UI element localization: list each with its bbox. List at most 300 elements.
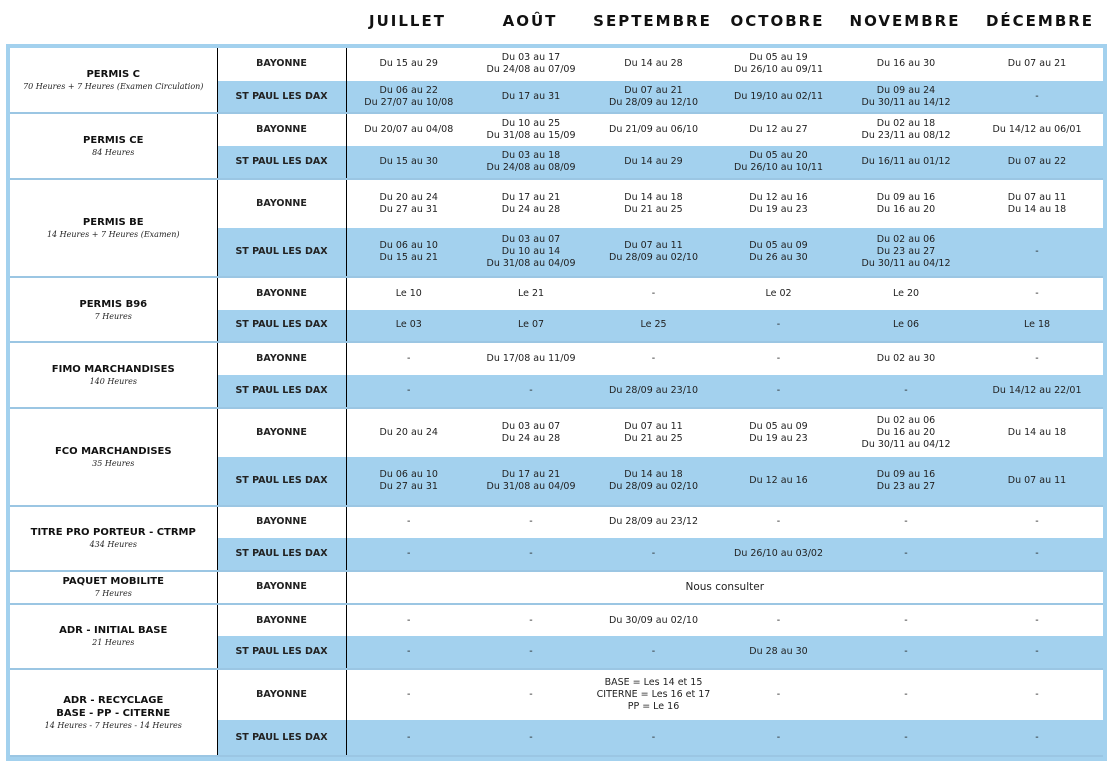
session-date: Du 20 au 24 — [379, 426, 438, 438]
course-title: PERMIS C — [86, 69, 141, 81]
session-cell — [841, 179, 971, 228]
session-date: Du 27 au 31 — [379, 480, 438, 492]
session-cell — [971, 146, 1103, 179]
session-date: - — [529, 516, 533, 528]
session-date: Du 12 au 27 — [749, 124, 808, 136]
course-duration: 84 Heures — [92, 148, 135, 158]
session-cell — [841, 81, 971, 114]
session-cell — [346, 179, 471, 228]
session-cell — [841, 228, 971, 277]
session-date: - — [529, 731, 533, 743]
session-date: Du 02 au 06 — [876, 233, 936, 245]
session-date: Du 26/10 au 03/02 — [734, 548, 823, 560]
session-date: - — [651, 353, 656, 365]
session-cell — [591, 375, 716, 408]
session-date: Du 24 au 28 — [501, 203, 561, 215]
session-date: Du 06 au 22 — [379, 84, 438, 96]
session-date: - — [1035, 548, 1039, 560]
session-cell — [971, 179, 1103, 228]
session-date: Du 14/12 au 22/01 — [992, 384, 1082, 396]
location-cell: BAYONNE — [217, 48, 346, 81]
session-date: Du 07 au 11 — [1007, 191, 1067, 203]
session-cell — [971, 408, 1103, 457]
course-title: PERMIS BE — [82, 216, 144, 228]
session-date: Du 07 au 11 — [624, 239, 683, 251]
table-row — [10, 408, 1103, 457]
session-date: Du 27/07 au 10/08 — [364, 96, 454, 108]
session-date: Le 06 — [892, 319, 920, 331]
session-cell — [346, 604, 471, 637]
session-date: Du 10 au 25 — [501, 118, 561, 130]
session-date: Du 03 au 07 — [501, 420, 561, 432]
session-cell — [716, 669, 841, 720]
session-date: Du 02 au 06 — [876, 414, 936, 426]
session-cell — [346, 81, 471, 114]
table-row — [10, 571, 1103, 604]
session-cell — [716, 228, 841, 277]
session-date: Du 28 au 30 — [749, 646, 808, 658]
session-cell — [591, 669, 716, 720]
session-date: - — [1035, 646, 1039, 658]
session-cell — [841, 506, 971, 539]
session-date: - — [776, 384, 781, 396]
session-cell — [971, 604, 1103, 637]
location-cell: ST PAUL LES DAX — [217, 228, 346, 277]
table-row — [10, 342, 1103, 375]
session-cell — [471, 81, 591, 114]
course-duration: 14 Heures + 7 Heures (Examen) — [46, 229, 180, 239]
session-date: Du 07 au 11 — [1007, 474, 1067, 486]
session-date: Du 10 au 14 — [501, 245, 561, 257]
session-cell — [471, 720, 591, 756]
session-date: Du 19 au 23 — [749, 432, 808, 444]
session-cell — [841, 310, 971, 343]
session-date: - — [904, 384, 908, 396]
session-date: Du 23 au 27 — [876, 480, 936, 492]
session-date: Du 23/11 au 08/12 — [861, 130, 951, 142]
session-date: - — [904, 516, 908, 528]
session-cell — [346, 342, 471, 375]
session-date: Du 06 au 10 — [379, 239, 438, 251]
session-date: Le 18 — [1023, 319, 1051, 331]
session-date: Du 17 au 31 — [501, 90, 561, 102]
session-date: Du 12 au 16 — [749, 191, 808, 203]
session-date: Du 20/07 au 04/08 — [364, 124, 454, 136]
session-cell — [841, 146, 971, 179]
course-title: FCO MARCHANDISES — [54, 445, 172, 457]
session-date: Du 15 au 21 — [379, 251, 438, 263]
session-cell — [471, 342, 591, 375]
session-cell — [971, 342, 1103, 375]
session-date: Le 10 — [395, 287, 422, 299]
session-date: Du 28/09 au 12/10 — [609, 96, 698, 108]
session-cell — [971, 310, 1103, 343]
session-date: - — [904, 731, 908, 743]
session-date: Le 03 — [395, 319, 422, 331]
session-cell — [716, 457, 841, 506]
month-label: AOÛT — [502, 12, 558, 30]
course-duration: 70 Heures + 7 Heures (Examen Circulation) — [23, 82, 204, 92]
session-date: Le 07 — [517, 319, 545, 331]
session-cell — [346, 408, 471, 457]
session-date: - — [651, 731, 656, 743]
session-date: Du 23 au 27 — [876, 245, 936, 257]
location-cell: ST PAUL LES DAX — [217, 310, 346, 343]
session-date: Du 03 au 18 — [501, 149, 561, 161]
location-cell: BAYONNE — [217, 571, 346, 604]
session-cell — [591, 310, 716, 343]
session-cell — [716, 604, 841, 637]
session-cell — [346, 457, 471, 506]
session-date: Du 24/08 au 07/09 — [486, 64, 576, 76]
session-date: Du 17/08 au 11/09 — [486, 353, 576, 365]
session-date: Le 20 — [892, 287, 920, 299]
session-cell — [716, 310, 841, 343]
session-cell — [841, 277, 971, 310]
session-date: Du 20 au 24 — [379, 191, 438, 203]
session-date: Du 12 au 16 — [749, 474, 808, 486]
session-cell — [346, 113, 471, 146]
location-cell: BAYONNE — [217, 669, 346, 720]
session-date: Du 03 au 07 — [501, 233, 561, 245]
session-date: Du 09 au 16 — [876, 468, 936, 480]
session-cell — [716, 179, 841, 228]
session-cell — [716, 277, 841, 310]
session-date: Du 14 au 18 — [1007, 203, 1067, 215]
session-date: Du 05 au 09 — [749, 420, 808, 432]
course-title: PAQUET MOBILITE — [62, 576, 164, 588]
course-duration: 7 Heures — [94, 311, 132, 321]
session-cell — [971, 48, 1103, 81]
session-cell — [841, 538, 971, 571]
session-cell — [716, 113, 841, 146]
course-title: ADR - RECYCLAGE — [63, 695, 164, 707]
session-date: - — [529, 646, 533, 658]
session-cell — [591, 457, 716, 506]
course-title: TITRE PRO PORTEUR - CTRMP — [30, 527, 196, 539]
course-cell — [10, 506, 217, 571]
session-date: PP = Le 16 — [627, 701, 680, 713]
month-label: DÉCEMBRE — [985, 12, 1095, 30]
course-cell — [10, 604, 217, 669]
session-cell — [471, 179, 591, 228]
session-date: - — [1035, 614, 1039, 626]
session-cell — [716, 408, 841, 457]
session-date: Le 02 — [765, 287, 792, 299]
session-cell — [471, 408, 591, 457]
session-cell — [346, 146, 471, 179]
location-cell: BAYONNE — [217, 277, 346, 310]
session-cell — [716, 636, 841, 669]
session-cell — [591, 113, 716, 146]
session-date: Du 14 au 18 — [624, 191, 683, 203]
session-date: Du 26 au 30 — [749, 251, 808, 263]
session-date: - — [407, 353, 411, 365]
session-date: Du 28/09 au 02/10 — [609, 251, 698, 263]
session-date: Du 21/09 au 06/10 — [609, 124, 698, 136]
session-date: - — [651, 646, 656, 658]
session-cell — [971, 457, 1103, 506]
session-cell — [591, 179, 716, 228]
month-label: OCTOBRE — [730, 12, 825, 30]
session-date: Du 02 au 30 — [876, 353, 936, 365]
session-cell — [841, 457, 971, 506]
session-date: Du 28/09 au 23/12 — [609, 516, 698, 528]
session-date: - — [407, 548, 411, 560]
session-date: Du 09 au 24 — [876, 84, 936, 96]
course-cell — [10, 179, 217, 277]
session-date: - — [776, 353, 781, 365]
session-cell — [471, 228, 591, 277]
course-cell — [10, 669, 217, 756]
session-cell — [971, 113, 1103, 146]
session-date: - — [651, 287, 656, 299]
session-date: Du 21 au 25 — [624, 203, 683, 215]
session-cell — [971, 277, 1103, 310]
session-date: Le 21 — [517, 287, 545, 299]
course-duration: 140 Heures — [89, 376, 137, 386]
session-date: Du 30/11 au 04/12 — [861, 257, 951, 269]
table-row — [10, 113, 1103, 146]
session-date: - — [529, 689, 533, 701]
session-cell — [591, 408, 716, 457]
session-cell — [591, 228, 716, 277]
session-cell — [346, 277, 471, 310]
table-row — [10, 506, 1103, 539]
session-cell — [591, 146, 716, 179]
session-date: Du 26/10 au 09/11 — [734, 64, 823, 76]
session-cell — [971, 538, 1103, 571]
session-cell — [971, 506, 1103, 539]
session-date: Du 05 au 20 — [749, 149, 808, 161]
month-label: SEPTEMBRE — [593, 12, 712, 30]
session-date: - — [1035, 516, 1039, 528]
session-date: Du 31/08 au 15/09 — [486, 130, 576, 142]
session-date: Du 17 au 21 — [501, 468, 561, 480]
table-row — [10, 48, 1103, 81]
session-cell — [716, 48, 841, 81]
session-date: Du 16/11 au 01/12 — [861, 155, 951, 167]
month-header — [0, 0, 1112, 44]
session-date: - — [407, 731, 411, 743]
session-date: Du 16 au 20 — [876, 426, 936, 438]
session-cell — [716, 81, 841, 114]
session-cell — [716, 720, 841, 756]
session-date: - — [1035, 353, 1039, 365]
course-title: FIMO MARCHANDISES — [51, 363, 175, 375]
session-cell — [716, 506, 841, 539]
session-date: Du 05 au 19 — [749, 52, 808, 64]
session-cell — [346, 506, 471, 539]
session-date: - — [1035, 731, 1039, 743]
session-cell — [471, 310, 591, 343]
session-cell — [346, 636, 471, 669]
session-cell — [971, 81, 1103, 114]
session-cell — [471, 375, 591, 408]
session-cell: Nous consulter — [346, 571, 1103, 604]
session-date: Du 30/11 au 04/12 — [861, 438, 951, 450]
session-cell — [591, 720, 716, 756]
session-date: - — [776, 319, 781, 331]
session-date: Du 02 au 18 — [876, 118, 936, 130]
session-cell — [591, 342, 716, 375]
session-date: - — [776, 516, 781, 528]
session-date: Du 24/08 au 08/09 — [486, 161, 576, 173]
session-date: Du 31/08 au 04/09 — [486, 480, 576, 492]
location-cell: ST PAUL LES DAX — [217, 538, 346, 571]
session-cell — [841, 48, 971, 81]
session-date: Du 07 au 21 — [624, 84, 683, 96]
session-date: Du 28/09 au 02/10 — [609, 480, 698, 492]
session-date: - — [904, 614, 908, 626]
session-date: Du 24 au 28 — [501, 432, 561, 444]
session-date: Du 30/11 au 14/12 — [861, 96, 951, 108]
session-date: - — [1035, 90, 1039, 102]
session-cell — [841, 375, 971, 408]
session-cell — [471, 146, 591, 179]
location-cell: BAYONNE — [217, 342, 346, 375]
course-title: PERMIS CE — [83, 135, 144, 147]
session-cell — [971, 636, 1103, 669]
course-cell — [10, 342, 217, 407]
session-date: Du 14 au 29 — [624, 155, 683, 167]
session-date: Du 07 au 21 — [1007, 58, 1067, 70]
session-cell — [716, 375, 841, 408]
session-date: Du 14 au 18 — [624, 468, 683, 480]
session-cell — [716, 342, 841, 375]
course-title: BASE - PP - CITERNE — [56, 708, 171, 720]
session-date: Du 30/09 au 02/10 — [609, 614, 698, 626]
session-date: Du 21 au 25 — [624, 432, 683, 444]
session-date: Du 16 au 20 — [876, 203, 936, 215]
course-duration: 21 Heures — [92, 638, 135, 648]
session-cell — [971, 669, 1103, 720]
table-row — [10, 669, 1103, 720]
course-cell — [10, 277, 217, 342]
session-date: Du 28/09 au 23/10 — [609, 384, 698, 396]
location-cell: BAYONNE — [217, 506, 346, 539]
location-cell: ST PAUL LES DAX — [217, 636, 346, 669]
table-row — [10, 179, 1103, 228]
session-date: - — [529, 384, 533, 396]
session-date: - — [529, 548, 533, 560]
session-cell — [971, 720, 1103, 756]
session-date: - — [776, 614, 781, 626]
session-date: Du 15 au 29 — [379, 58, 438, 70]
session-date: Du 14 au 18 — [1007, 426, 1067, 438]
session-date: - — [407, 516, 411, 528]
session-date: - — [776, 689, 781, 701]
session-cell — [346, 669, 471, 720]
session-cell — [841, 408, 971, 457]
session-date: Du 15 au 30 — [379, 155, 438, 167]
session-cell — [841, 604, 971, 637]
session-date: Du 17 au 21 — [501, 191, 561, 203]
session-cell — [591, 636, 716, 669]
session-cell — [841, 636, 971, 669]
session-cell — [591, 538, 716, 571]
month-label: NOVEMBRE — [849, 12, 961, 30]
session-cell — [471, 538, 591, 571]
session-date: - — [407, 614, 411, 626]
session-date: CITERNE = Les 16 et 17 — [596, 689, 711, 701]
course-duration: 7 Heures — [94, 589, 132, 599]
session-date: Du 06 au 10 — [379, 468, 438, 480]
session-cell — [591, 277, 716, 310]
session-date: BASE = Les 14 et 15 — [604, 677, 703, 689]
location-cell: ST PAUL LES DAX — [217, 81, 346, 114]
session-date: Du 07 au 22 — [1007, 155, 1067, 167]
course-cell — [10, 571, 217, 604]
session-cell — [971, 375, 1103, 408]
session-date: Du 07 au 11 — [624, 420, 683, 432]
location-cell: BAYONNE — [217, 408, 346, 457]
session-cell — [841, 669, 971, 720]
session-date: - — [529, 614, 533, 626]
course-title: ADR - INITIAL BASE — [59, 625, 168, 637]
session-cell — [841, 342, 971, 375]
course-cell — [10, 408, 217, 506]
location-cell: ST PAUL LES DAX — [217, 146, 346, 179]
location-cell: BAYONNE — [217, 179, 346, 228]
session-cell — [591, 48, 716, 81]
session-cell — [471, 113, 591, 146]
session-cell — [346, 375, 471, 408]
session-date: Du 26/10 au 10/11 — [734, 161, 823, 173]
session-cell — [471, 604, 591, 637]
training-schedule-table — [10, 48, 1103, 757]
session-date: Du 09 au 16 — [876, 191, 936, 203]
table-row — [10, 604, 1103, 637]
session-date: - — [407, 689, 411, 701]
course-cell — [10, 48, 217, 113]
session-date: Du 27 au 31 — [379, 203, 438, 215]
session-cell — [471, 506, 591, 539]
session-date: - — [407, 384, 411, 396]
session-date: - — [904, 646, 908, 658]
course-title: PERMIS B96 — [79, 298, 148, 310]
month-label: JUILLET — [369, 12, 446, 30]
session-date: Du 14 au 28 — [624, 58, 683, 70]
course-duration: 434 Heures — [89, 540, 137, 550]
session-cell — [591, 81, 716, 114]
session-date: - — [904, 548, 908, 560]
session-date: - — [1035, 245, 1039, 257]
session-cell — [971, 228, 1103, 277]
session-cell — [471, 457, 591, 506]
session-date: - — [776, 731, 781, 743]
session-date: Le 25 — [640, 319, 667, 331]
session-cell — [346, 48, 471, 81]
session-date: - — [651, 548, 656, 560]
course-cell — [10, 113, 217, 178]
session-date: Du 05 au 09 — [749, 239, 808, 251]
location-cell: ST PAUL LES DAX — [217, 720, 346, 756]
location-cell: BAYONNE — [217, 604, 346, 637]
session-date: Du 14/12 au 06/01 — [992, 124, 1082, 136]
location-cell: ST PAUL LES DAX — [217, 457, 346, 506]
session-date: Du 19 au 23 — [749, 203, 808, 215]
session-cell — [591, 506, 716, 539]
session-cell — [591, 604, 716, 637]
session-cell — [841, 113, 971, 146]
session-date: Du 16 au 30 — [876, 58, 936, 70]
session-date: Du 03 au 17 — [501, 52, 561, 64]
session-cell — [471, 636, 591, 669]
session-cell — [841, 720, 971, 756]
session-date: - — [1035, 287, 1039, 299]
session-cell — [716, 146, 841, 179]
